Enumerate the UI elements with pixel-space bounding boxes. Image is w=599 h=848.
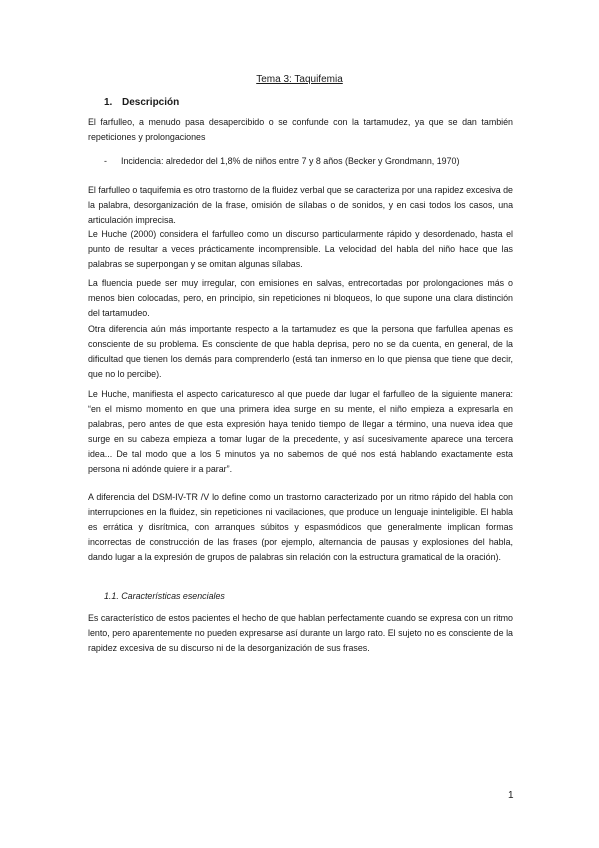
section-number: 1.	[104, 97, 113, 108]
page-number: 1	[508, 790, 514, 801]
paragraph-le-huche: Le Huche (2000) considera el farfulleo como un discurso particularmente rápido y desordenado, hasta el punto de resultar a veces prácticamente incomprensible. La velocidad del habla del niño hace que las palabras se superpongan y se omitan algunas sílabas.	[88, 229, 513, 269]
subsection-heading: 1.1. Características esenciales	[104, 591, 225, 601]
bullet-dash: -	[104, 156, 107, 166]
paragraph-definition: El farfulleo o taquifemia es otro trastorno de la fluidez verbal que se caracteriza por una rapidez excesiva de la palabra, desorganización de la frase, omisión de sílabas o de sonidos, y en casi todos los casos, una articulación imprecisa.	[88, 185, 513, 225]
paragraph-dsm: A diferencia del DSM-IV-TR /V lo define como un trastorno caracterizado por un ritmo rápido del habla con interrupciones en la fluidez, sin repeticiones ni vacilaciones, que produce un lenguaje ininteligible. El habla es errática y disrítmica, con arranques súbitos y espasmódicos que generalmente implican formas incorrectas de construcción de las frases (por ejemplo, alternancia de pausas y explosiones del habla, dando lugar a la expresión de grupos de palabras sin relación con la estructura gramatical de la oración).	[88, 492, 513, 562]
page-title: Tema 3: Taquifemia	[256, 74, 343, 85]
bullet-text: Incidencia: alrededor del 1,8% de niños entre 7 y 8 años (Becker y Grondmann, 1970)	[121, 156, 460, 166]
paragraph-difference: Otra diferencia aún más importante respecto a la tartamudez es que la persona que farfullea apenas es consciente de su problema. Es consciente de que habla deprisa, pero no se da cuenta, en general, de la dificultad que tienen los demás para comprenderlo (está tan inmerso en lo que piensa que tiene que decir, que no lo percibe).	[88, 324, 513, 379]
bullet-item	[104, 154, 459, 169]
paragraph-characteristics: Es característico de estos pacientes el hecho de que hablan perfectamente cuando se expresa con un ritmo lento, pero aparentemente no pueden expresarse así durante un largo rato. El sujeto no es consciente de la rapidez excesiva de su discurso ni de la desorganización de sus frases.	[88, 613, 513, 653]
intro-paragraph: El farfulleo, a menudo pasa desapercibido o se confunde con la tartamudez, ya que se dan también repeticiones y prolongaciones	[88, 117, 513, 142]
paragraph-fluency: La fluencia puede ser muy irregular, con emisiones en salvas, entrecortadas por prolongaciones más o menos bien colocadas, pero, en principio, sin repeticiones ni bloqueos, lo que supone una clara distinción del tartamudeo.	[88, 278, 513, 318]
section-heading	[104, 97, 179, 108]
paragraph-quote: Le Huche, manifiesta el aspecto caricaturesco al que puede dar lugar el farfulleo de la siguiente manera: “en el mismo momento en que una primera idea surge en su mente, el niño empieza a expresarla en palabras, pero antes de que esta expresión haya tenido tiempo de llegar a término, una nueva idea que surge en su cabeza empieza a tomar lugar de la precedente, y así sucesivamente aparece una tercera idea... De tal modo que a los 5 minutos ya no sabemos de qué nos está hablando exactamente esta persona ni adónde quiere ir a parar”.	[88, 389, 513, 474]
section-title: Descripción	[122, 97, 180, 108]
